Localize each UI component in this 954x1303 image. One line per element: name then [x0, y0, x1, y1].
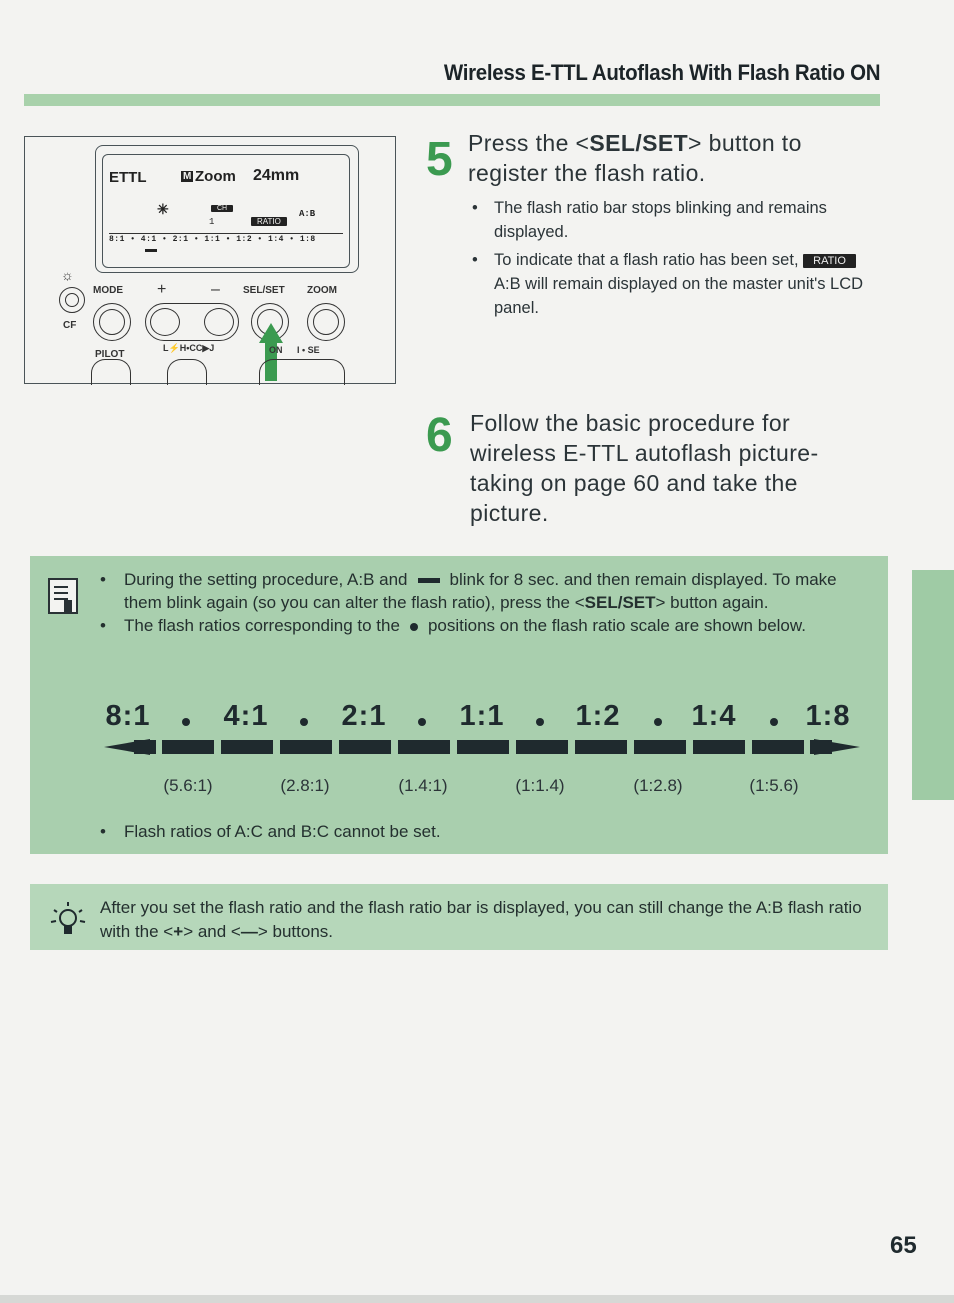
press-arrow-icon — [259, 323, 283, 343]
cf-label: CF — [63, 320, 77, 331]
cf-button[interactable] — [59, 287, 85, 313]
scale-label: 8:1 — [105, 700, 151, 732]
lcd-zoom-badge: M — [183, 171, 192, 182]
bar-segment — [516, 740, 568, 754]
bar-segment — [693, 740, 745, 754]
bar-segment-icon — [418, 578, 440, 583]
step-5-text: Press the <SEL/SET> button to register the flash ratio. — [468, 130, 802, 186]
title-rule — [24, 94, 880, 106]
step-5-bullet-2: • To indicate that a flash ratio has been set, RATIO A:B will remain displayed on the master unit's LCD panel. — [470, 248, 882, 320]
selset-label: SEL/SET — [243, 285, 285, 296]
bar-segment — [162, 740, 214, 754]
scale-sub-label: (2.8:1) — [280, 776, 330, 795]
scale-sub-label: (1:5.6) — [749, 776, 799, 795]
step-5-number: 5 — [426, 133, 453, 186]
lightbulb-icon — [48, 900, 88, 940]
pilot-button[interactable] — [91, 359, 131, 385]
plus-button[interactable] — [150, 308, 180, 336]
mode-button[interactable] — [93, 303, 131, 341]
minus-label: – — [211, 281, 220, 298]
bar-segment — [134, 740, 156, 754]
bar-segment — [280, 740, 332, 754]
lcd-ch-badge: CH — [211, 205, 233, 212]
section-tab — [912, 570, 954, 800]
ratio-badge: RATIO — [803, 254, 856, 268]
bar-segment — [339, 740, 391, 754]
note-list — [98, 568, 868, 637]
page-bottom-edge — [0, 1295, 954, 1303]
scale-sub-label: (1.4:1) — [398, 776, 448, 795]
plus-label: + — [157, 281, 167, 298]
scale-dot — [654, 718, 662, 726]
flash-ratio-scale — [105, 696, 868, 736]
scale-label: 1:4 — [691, 700, 737, 732]
note-item-1: • During the setting procedure, A:B and blink for 8 sec. and then remain displayed. To make them blink again (so you can alter the flash ratio), press the <SEL/SET> button again. — [98, 568, 868, 614]
step-6-number: 6 — [426, 409, 453, 462]
lcd-zoom-label: Zoom — [195, 168, 236, 185]
light-icon: ☼ — [61, 267, 74, 283]
minus-button[interactable] — [204, 308, 234, 336]
page-title: Wireless E-TTL Autoflash With Flash Ratio ON — [443, 60, 880, 85]
flash-ratio-bar — [104, 740, 860, 756]
scale-sub-label: (1:2.8) — [633, 776, 683, 795]
bar-segment — [575, 740, 627, 754]
scale-label: 1:1 — [459, 700, 505, 732]
lcd-scale-marker — [145, 249, 157, 252]
bar-segment — [752, 740, 804, 754]
zoom-button[interactable] — [307, 303, 345, 341]
lock-switch[interactable] — [167, 359, 207, 385]
bar-segment — [634, 740, 686, 754]
scale-dot — [182, 718, 190, 726]
scale-sub-label: (5.6:1) — [163, 776, 213, 795]
scale-sub-label: (1:1.4) — [515, 776, 565, 795]
step-6-text: Follow the basic procedure for wireless E-TTL autoflash picture-taking on page 60 and take the picture. — [470, 410, 819, 526]
bar-segment — [398, 740, 450, 754]
note-item-3: • Flash ratios of A:C and B:C cannot be set. — [98, 822, 441, 842]
pilot-label: PILOT — [95, 349, 125, 360]
plus-minus-rocker[interactable] — [145, 303, 239, 341]
dot-icon — [410, 623, 418, 631]
scale-dot — [536, 718, 544, 726]
lcd-scale-line — [109, 233, 343, 234]
zoom-label: ZOOM — [307, 285, 337, 296]
scale-label: 4:1 — [223, 700, 269, 732]
lcd-panel — [102, 154, 350, 268]
scale-dot — [300, 718, 308, 726]
scale-dot — [418, 718, 426, 726]
memo-icon — [48, 578, 78, 614]
blink-icon: ✳ — [157, 201, 169, 217]
lcd-ch-value: 1 — [209, 217, 215, 227]
page-number: 65 — [890, 1232, 917, 1259]
note-box — [30, 556, 888, 854]
power-switch[interactable] — [259, 359, 345, 385]
mode-label: MODE — [93, 285, 123, 296]
lock-switch-label: L⚡H•CC▶J — [163, 343, 215, 353]
lcd-zoom-value: 24mm — [253, 167, 300, 184]
lcd-ratio-scale: 8:1 • 4:1 • 2:1 • 1:1 • 1:2 • 1:4 • 1:8 — [109, 235, 316, 244]
on-label: ON — [269, 345, 283, 355]
flash-unit-illustration — [24, 136, 396, 384]
lcd-ratio-badge: RATIO — [251, 217, 287, 226]
scale-dot — [770, 718, 778, 726]
step-5-bullets — [470, 196, 882, 324]
step-5-bullet-1: • The flash ratio bar stops blinking and remains displayed. — [470, 196, 882, 244]
bar-segment — [221, 740, 273, 754]
note-item-2: • The flash ratios corresponding to the positions on the flash ratio scale are shown below. — [98, 614, 868, 637]
lcd-ab: A:B — [299, 209, 316, 219]
scale-label: 1:2 — [575, 700, 621, 732]
right-arrow-icon — [814, 739, 860, 755]
lcd-panel-outer — [95, 145, 359, 273]
tip-text: After you set the flash ratio and the flash ratio bar is displayed, you can still change the A:B flash ratio with the <+> and <—> buttons. — [100, 898, 862, 941]
se-label: I • SE — [297, 345, 320, 355]
tip-box — [30, 884, 888, 950]
lcd-mode: ETTL — [109, 169, 147, 186]
scale-label: 2:1 — [341, 700, 387, 732]
scale-label: 1:8 — [805, 700, 851, 732]
bar-segment — [457, 740, 509, 754]
